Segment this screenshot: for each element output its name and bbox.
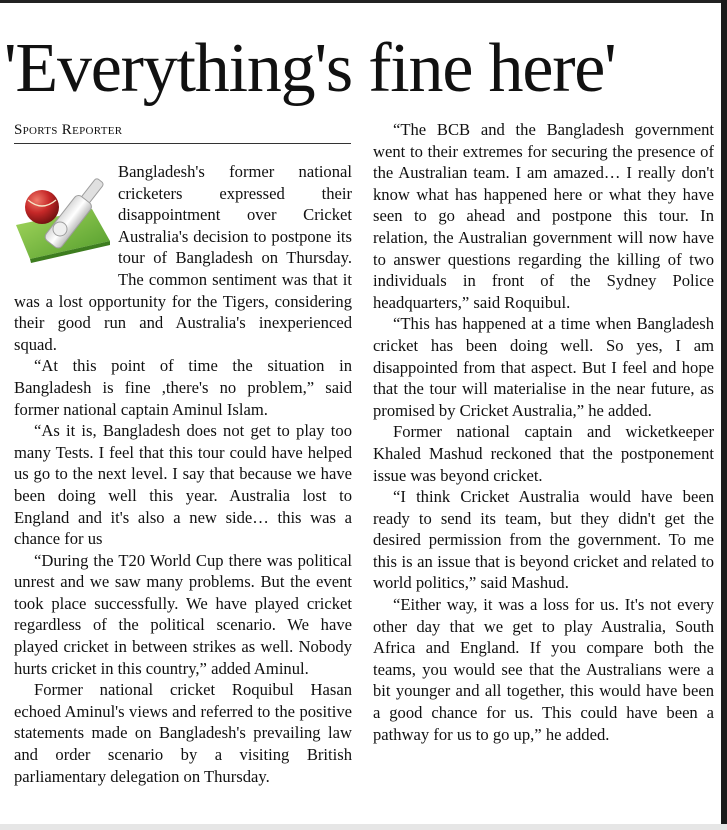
paragraph: “At this point of time the situation in Bangladesh is fine ,there's no problem,” said former national captain Aminul Islam. [14,356,352,419]
paragraph: Bangladesh's former national cricketers expressed their disappointment over Cricket Australia's decision to postpone its tour of Bangladesh on Thursday. The common sentiment was that it was a lost opportunity for the Tigers, considering their good run and Australia's inexperienced squad. [14,162,352,354]
headline: 'Everything's fine here' [4,30,616,107]
byline: Sports Reporter [14,121,351,144]
page-edge-right [721,0,727,830]
paragraph: Former national cricket Roquibul Hasan echoed Aminul's views and referred to the positive statements made on Bangladesh's prevailing law and order scenario by a visiting British parliamentary delegation on Thursday. [14,680,352,786]
article-column-right [373,119,714,745]
paragraph: “During the T20 World Cup there was political unrest and we saw many problems. But the event took place successfully. We have played cricket regardless of the political scenario. We have played cricket in between strikes as well. Nobody hurts cricket in this country,” added Aminul. [14,550,352,678]
paragraph: Former national captain and wicketkeeper Khaled Mashud reckoned that the postponement issue was beyond cricket. [373,422,714,485]
cricket-ball-bat-icon [12,167,112,267]
paragraph: “Either way, it was a loss for us. It's not every other day that we get to play Australia, South Africa and England. If you compare both the teams, you would see that the Australians were a bit younger and all together, this would have been a good chance for us. This could have been a pathway for us to go up,” he added. [373,595,714,744]
page-edge-bottom [0,824,727,830]
paragraph: “The BCB and the Bangladesh government went to their extremes for securing the presence of the Australian team. I am amazed… I really don't know what has happened here or what they have seen to go ahead and postpone this tour. In relation, the Australian government will now have to answer questions regarding the killing of two individuals in front of the Sydney Police headquarters,” said Roquibul. [373,120,714,312]
paragraph: “As it is, Bangladesh does not get to play too many Tests. I feel that this tour could have helped us go to the next level. I say that because we have been doing well this year. Australia lost to England and it's also a new side… this was a chance for us [14,421,352,549]
paragraph: “This has happened at a time when Bangladesh cricket has been doing well. So yes, I am disappointed from that aspect. But I feel and hope that the tour will materialise in the near future, as promised by Cricket Australia,” he added. [373,314,714,420]
paragraph: “I think Cricket Australia would have been ready to send its team, but they didn't get the desired permission from the government. To me this is an issue that is beyond cricket and related to world politics,” said Mashud. [373,487,714,593]
article-column-left [14,161,352,787]
top-rule [0,0,727,3]
